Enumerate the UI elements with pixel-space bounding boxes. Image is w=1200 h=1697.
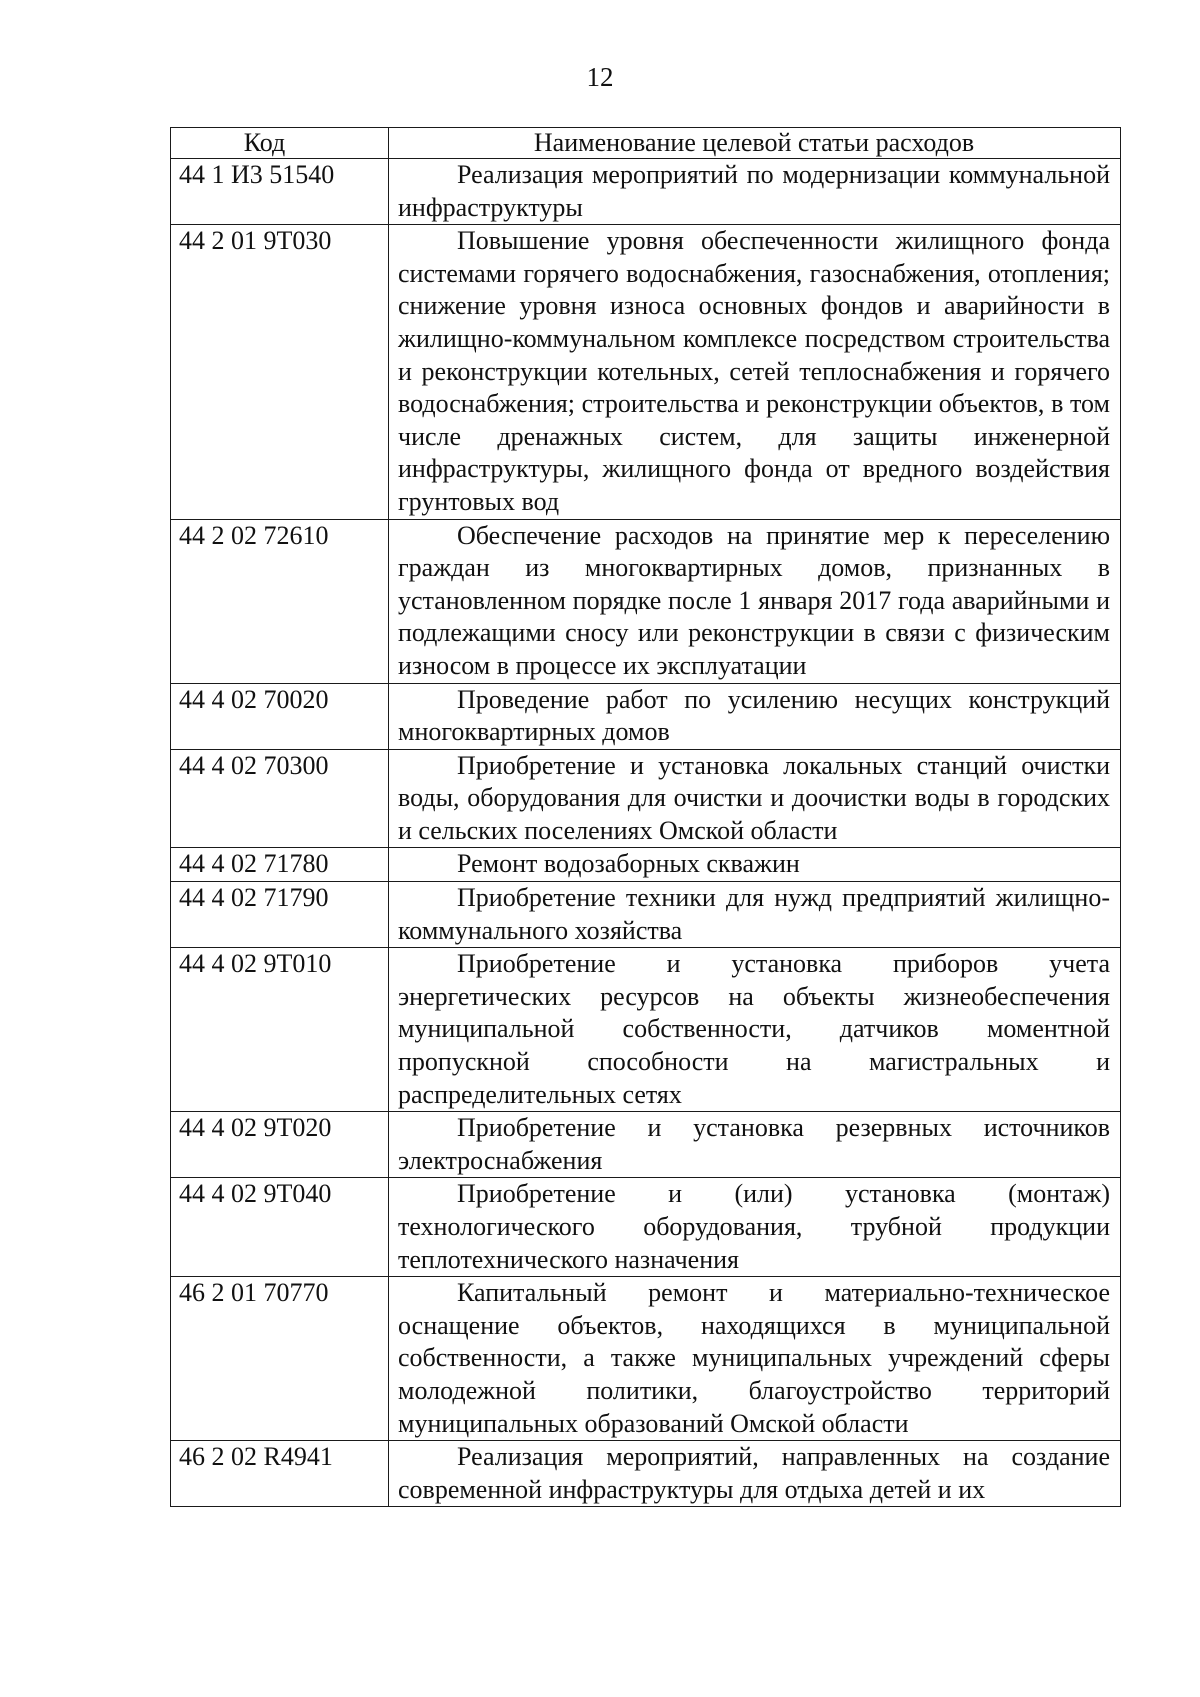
row-name: Реализация мероприятий по модернизации коммунальной инфраструктуры <box>389 159 1121 225</box>
row-name: Ремонт водозаборных скважин <box>389 848 1121 882</box>
table-header-row <box>171 128 1121 159</box>
table-row <box>171 848 1121 882</box>
table-row <box>171 1112 1121 1178</box>
row-code: 44 4 02 70020 <box>171 683 389 749</box>
table-row <box>171 683 1121 749</box>
row-name: Приобретение и установка локальных станций очистки воды, оборудования для очистки и доочистки воды в городских и сельских поселениях Омской области <box>389 749 1121 848</box>
row-name: Приобретение и установка приборов учета энергетических ресурсов на объекты жизнеобеспечения муниципальной собственности, датчиков моментной пропускной способности на магистральных и распределительных сетях <box>389 948 1121 1112</box>
row-code: 44 4 02 9Т020 <box>171 1112 389 1178</box>
row-code: 44 2 01 9Т030 <box>171 225 389 519</box>
table-row <box>171 1178 1121 1277</box>
table-row <box>171 159 1121 225</box>
page-number: 12 <box>586 62 614 92</box>
row-name: Повышение уровня обеспеченности жилищного фонда системами горячего водоснабжения, газоснабжения, отопления; снижение уровня износа основных фондов и аварийности в жилищно-коммунальном комплексе посредством строительства и реконструкции котельных, сетей теплоснабжения и горячего водоснабжения; строительства и реконструкции объектов, в том числе дренажных систем, для защиты инженерной инфраструктуры, жилищного фонда от вредного воздействия грунтовых вод <box>389 225 1121 519</box>
table-row <box>171 519 1121 683</box>
row-code: 44 4 02 9Т040 <box>171 1178 389 1277</box>
table-row <box>171 1441 1121 1507</box>
row-code: 44 2 02 72610 <box>171 519 389 683</box>
row-code: 44 4 02 9Т010 <box>171 948 389 1112</box>
table-row <box>171 749 1121 848</box>
row-code: 44 4 02 71780 <box>171 848 389 882</box>
table-row <box>171 882 1121 948</box>
table-row <box>171 1277 1121 1441</box>
table-row <box>171 948 1121 1112</box>
row-code: 46 2 01 70770 <box>171 1277 389 1441</box>
row-name: Проведение работ по усилению несущих конструкций многоквартирных домов <box>389 683 1121 749</box>
table-row <box>171 225 1121 519</box>
row-name: Реализация мероприятий, направленных на создание современной инфраструктуры для отдыха детей и их <box>389 1441 1121 1507</box>
row-name: Приобретение и (или) установка (монтаж) технологического оборудования, трубной продукции теплотехнического назначения <box>389 1178 1121 1277</box>
row-name: Приобретение техники для нужд предприятий жилищно-коммунального хозяйства <box>389 882 1121 948</box>
budget-items-table <box>170 127 1121 1507</box>
row-code: 44 1 И3 51540 <box>171 159 389 225</box>
row-code: 46 2 02 R4941 <box>171 1441 389 1507</box>
row-name: Приобретение и установка резервных источников электроснабжения <box>389 1112 1121 1178</box>
row-code: 44 4 02 70300 <box>171 749 389 848</box>
header-code: Код <box>171 128 389 159</box>
row-name: Обеспечение расходов на принятие мер к переселению граждан из многоквартирных домов, признанных в установленном порядке после 1 января 2017 года аварийными и подлежащими сносу или реконструкции в связи с физическим износом в процессе их эксплуатации <box>389 519 1121 683</box>
row-name: Капитальный ремонт и материально-техническое оснащение объектов, находящихся в муниципальной собственности, а также муниципальных учреждений сферы молодежной политики, благоустройство территорий муниципальных образований Омской области <box>389 1277 1121 1441</box>
header-name: Наименование целевой статьи расходов <box>389 128 1121 159</box>
row-code: 44 4 02 71790 <box>171 882 389 948</box>
